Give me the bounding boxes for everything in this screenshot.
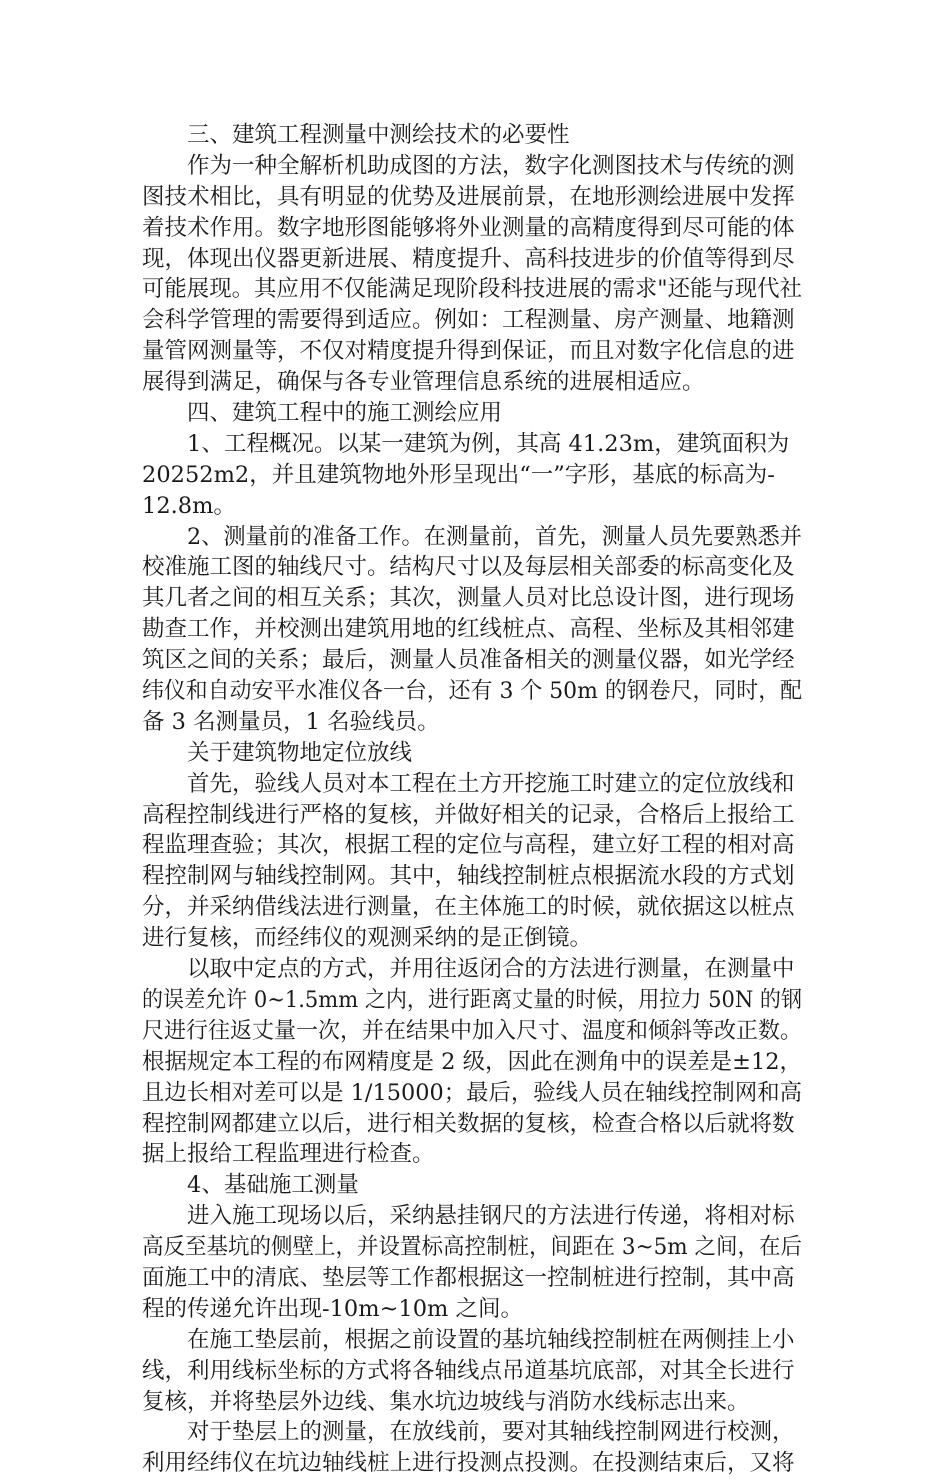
paragraph-line: 的误差允许 0~1.5mm 之内，进行距离丈量的时候，用拉力 50N 的钢 (142, 986, 802, 1013)
paragraph-line: 纬仪和自动安平水准仪各一台，还有 3 个 50m 的钢卷尺，同时，配 (142, 678, 802, 705)
paragraph-first-line: 三、建筑工程测量中测绘技术的必要性 (187, 122, 570, 148)
document-body (142, 120, 802, 1479)
paragraph-line: 高程控制线进行严格的复核，并做好相关的记录，合格后上报给工 (142, 801, 795, 828)
paragraph-first-line: 以取中定点的方式，并用往返闭合的方法进行测量，在测量中 (187, 956, 795, 983)
paragraph-line: 着技术作用。数字地形图能够将外业测量的高精度得到尽可能的体 (142, 214, 795, 241)
paragraph-line: 备 3 名测量员，1 名验线员。 (142, 708, 440, 735)
paragraph-line: 线，利用线标坐标的方式将各轴线点吊道基坑底部，对其全长进行 (142, 1357, 795, 1384)
paragraph-line: 进行复核，而经纬仪的观测采纳的是正倒镜。 (142, 925, 593, 952)
paragraph-first-line: 2、测量前的准备工作。在测量前，首先，测量人员先要熟悉并 (187, 523, 802, 550)
paragraph-line: 程控制网与轴线控制网。其中，轴线控制桩点根据流水段的方式划 (142, 863, 795, 890)
paragraph-line: 勘查工作，并校测出建筑用地的红线桩点、高程、坐标及其相邻建 (142, 616, 795, 643)
paragraph-line: 展得到满足，确保与各专业管理信息系统的进展相适应。 (142, 369, 705, 396)
paragraph-line: 利用经纬仪在坑边轴线桩上进行投测点投测。在投测结束后，又将 (142, 1450, 795, 1477)
paragraph-line: 根据规定本工程的布网精度是 2 级，因此在测角中的误差是±12， (142, 1048, 802, 1075)
paragraph-line: 分，并采纳借线法进行测量，在主体施工的时候，就依据这以桩点 (142, 894, 795, 921)
paragraph-line: 20252m2，并且建筑物地外形呈现出“一”字形，基底的标高为- (142, 461, 775, 488)
paragraph-line: 面施工中的清底、垫层等工作都根据这一控制桩进行控制，其中高 (142, 1264, 795, 1291)
paragraph-first-line: 首先，验线人员对本工程在土方开挖施工时建立的定位放线和 (187, 770, 795, 797)
paragraph-line: 12.8m。 (142, 492, 236, 519)
paragraph-line: 现，体现出仪器更新进展、精度提升、高科技进步的价值等得到尽 (142, 245, 795, 272)
paragraph-line: 会科学管理的需要得到适应。例如：工程测量、房产测量、地籍测 (142, 307, 795, 334)
paragraph-first-line: 关于建筑物地定位放线 (187, 739, 413, 766)
paragraph-line: 量管网测量等，不仅对精度提升得到保证，而且对数字化信息的进 (142, 338, 795, 365)
paragraph-line: 高反至基坑的侧壁上，并设置标高控制桩，间距在 3~5m 之间，在后 (142, 1234, 802, 1261)
paragraph-line: 图技术相比，具有明显的优势及进展前景，在地形测绘进展中发挥 (142, 183, 795, 210)
paragraph-line: 据上报给工程监理进行检查。 (142, 1141, 435, 1168)
paragraph-line: 尺进行往返丈量一次，并在结果中加入尺寸、温度和倾斜等改正数。 (142, 1017, 802, 1044)
paragraph-first-line: 在施工垫层前，根据之前设置的基坑轴线控制桩在两侧挂上小 (187, 1326, 795, 1353)
paragraph-line: 程的传递允许出现-10m~10m 之间。 (142, 1295, 524, 1322)
paragraph-line: 程控制网都建立以后，进行相关数据的复核，检查合格以后就将数 (142, 1110, 795, 1137)
paragraph-first-line: 四、建筑工程中的施工测绘应用 (187, 400, 503, 427)
paragraph-line: 复核，并将垫层外边线、集水坑边坡线与消防水线标志出来。 (142, 1388, 750, 1415)
paragraph-first-line: 作为一种全解析机助成图的方法，数字化测图技术与传统的测 (187, 152, 795, 179)
paragraph-line: 校准施工图的轴线尺寸。结构尺寸以及每层相关部委的标高变化及 (142, 554, 795, 581)
paragraph-first-line: 对于垫层上的测量，在放线前，要对其轴线控制网进行校测， (187, 1419, 795, 1446)
paragraph-line: 程监理查验；其次，根据工程的定位与高程，建立好工程的相对高 (142, 832, 795, 859)
paragraph-first-line: 4、基础施工测量 (187, 1172, 359, 1199)
paragraph-line: 且边长相对差可以是 1/15000；最后，验线人员在轴线控制网和高 (142, 1079, 802, 1106)
paragraph-first-line: 1、工程概况。以某一建筑为例，其高 41.23m，建筑面积为 (187, 430, 790, 457)
paragraph-first-line: 进入施工现场以后，采纳悬挂钢尺的方法进行传递，将相对标 (187, 1203, 795, 1230)
paragraph-line: 可能展现。其应用不仅能满足现阶段科技进展的需求"还能与现代社 (142, 276, 802, 303)
paragraph-line: 筑区之间的关系；最后，测量人员准备相关的测量仪器，如光学经 (142, 647, 795, 674)
paragraph-line: 其几者之间的相互关系；其次，测量人员对比总设计图，进行现场 (142, 585, 795, 612)
